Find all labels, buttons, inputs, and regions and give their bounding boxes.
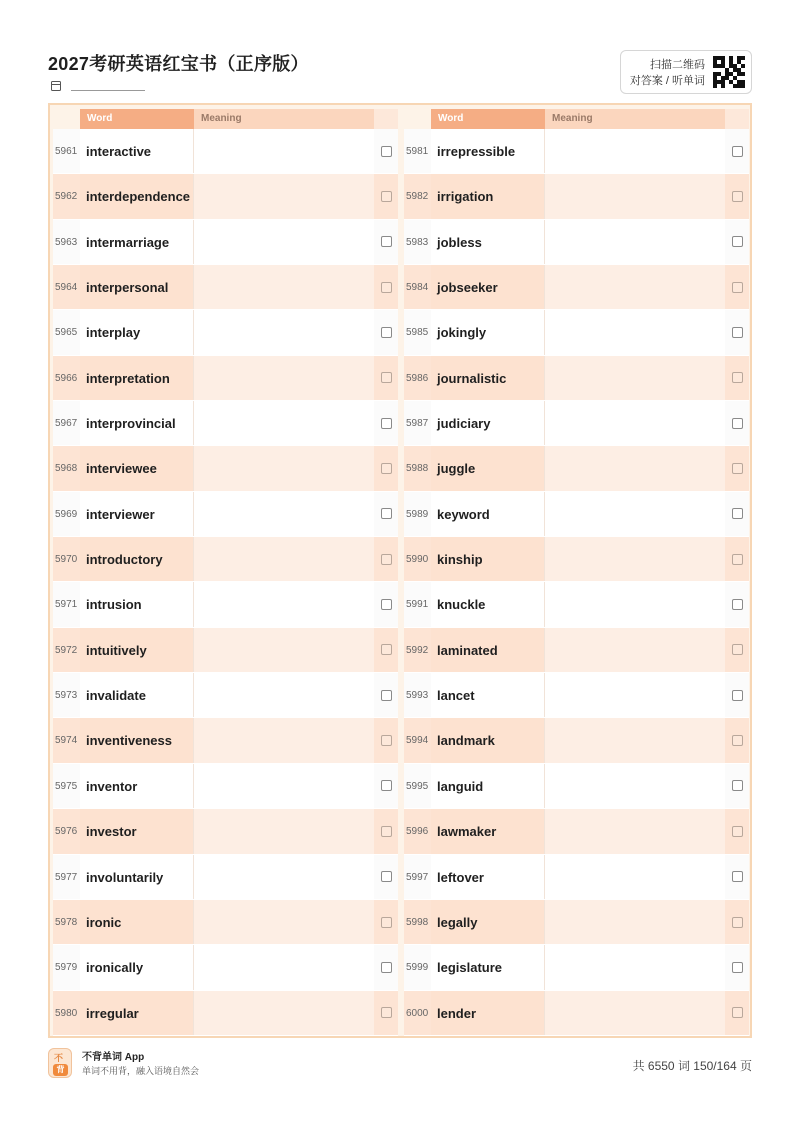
table-row [53,446,398,491]
word-text: investor [80,809,194,853]
word-text: legislature [431,945,545,989]
mastered-checkbox[interactable] [732,826,743,837]
word-text: leftover [431,855,545,899]
word-number: 5967 [53,401,80,445]
word-column-left [53,109,398,1036]
word-number: 5966 [53,356,80,400]
word-number: 5977 [53,855,80,899]
word-text: ironically [80,945,194,989]
word-number: 6000 [404,991,431,1035]
table-row [404,446,749,491]
word-number: 5972 [53,628,80,672]
word-text: interactive [80,129,194,173]
word-number: 5976 [53,809,80,853]
mastered-checkbox[interactable] [732,735,743,746]
table-row [53,310,398,355]
mastered-checkbox[interactable] [381,871,392,882]
word-text: irrepressible [431,129,545,173]
table-header [53,109,398,129]
word-number: 5965 [53,310,80,354]
mastered-checkbox[interactable] [381,327,392,338]
table-row [53,673,398,718]
check-cell [374,718,398,762]
meaning-cell[interactable] [545,582,725,626]
header-meaning: Meaning [545,109,725,129]
date-input-line[interactable] [71,82,145,91]
table-row [404,900,749,945]
word-text: introductory [80,537,194,581]
meaning-cell[interactable] [194,945,374,989]
mastered-checkbox[interactable] [732,690,743,701]
logo-char-top: 不 [54,1053,64,1063]
table-row [53,718,398,763]
word-text: irrigation [431,174,545,218]
table-row [404,401,749,446]
table-row [53,129,398,174]
check-cell [725,310,749,354]
table-row [53,764,398,809]
check-cell [725,174,749,218]
table-row [53,900,398,945]
meaning-cell[interactable] [545,356,725,400]
word-number: 5997 [404,855,431,899]
word-text: lawmaker [431,809,545,853]
table-row [404,220,749,265]
word-text: jobseeker [431,265,545,309]
word-text: languid [431,764,545,808]
app-logo [48,1048,72,1078]
table-row [404,582,749,627]
word-number: 5978 [53,900,80,944]
meaning-cell[interactable] [545,265,725,309]
meaning-cell[interactable] [194,582,374,626]
word-number: 5983 [404,220,431,264]
word-text: journalistic [431,356,545,400]
check-cell [374,582,398,626]
word-text: jokingly [431,310,545,354]
word-text: juggle [431,446,545,490]
word-text: interdependence [80,174,194,218]
check-cell [725,492,749,536]
meaning-cell[interactable] [545,673,725,717]
meaning-cell[interactable] [545,492,725,536]
check-cell [374,265,398,309]
word-number: 5968 [53,446,80,490]
table-row [53,220,398,265]
meaning-cell[interactable] [194,764,374,808]
word-number: 5982 [404,174,431,218]
check-cell [374,900,398,944]
mastered-checkbox[interactable] [381,644,392,655]
table-row [53,628,398,673]
app-slogan: 单词不用背，融入语境自然会 [82,1066,200,1076]
table-row [404,809,749,854]
check-cell [725,265,749,309]
word-text: interprovincial [80,401,194,445]
table-row [404,855,749,900]
meaning-cell[interactable] [545,991,725,1035]
mastered-checkbox[interactable] [381,463,392,474]
mastered-checkbox[interactable] [381,735,392,746]
word-text: intermarriage [80,220,194,264]
word-text: knuckle [431,582,545,626]
table-row [404,492,749,537]
check-cell [374,446,398,490]
table-row [404,174,749,219]
meaning-cell[interactable] [194,718,374,762]
meaning-cell[interactable] [545,220,725,264]
word-text: intuitively [80,628,194,672]
word-number: 5989 [404,492,431,536]
mastered-checkbox[interactable] [732,599,743,610]
meaning-cell[interactable] [194,900,374,944]
mastered-checkbox[interactable] [732,508,743,519]
meaning-cell[interactable] [545,718,725,762]
check-cell [374,174,398,218]
mastered-checkbox[interactable] [732,917,743,928]
mastered-checkbox[interactable] [732,1007,743,1018]
meaning-cell[interactable] [194,673,374,717]
word-number: 5996 [404,809,431,853]
check-cell [374,220,398,264]
check-cell [374,673,398,717]
check-cell [725,129,749,173]
mastered-checkbox[interactable] [381,554,392,565]
word-text: invalidate [80,673,194,717]
word-number: 5973 [53,673,80,717]
mastered-checkbox[interactable] [732,418,743,429]
mastered-checkbox[interactable] [381,1007,392,1018]
meaning-cell[interactable] [194,265,374,309]
mastered-checkbox[interactable] [732,463,743,474]
word-text: interpretation [80,356,194,400]
mastered-checkbox[interactable] [381,962,392,973]
check-cell [725,991,749,1035]
word-text: interpersonal [80,265,194,309]
word-text: kinship [431,537,545,581]
table-row [404,310,749,355]
vocabulary-table [48,103,752,1038]
meaning-cell[interactable] [194,310,374,354]
check-cell [725,401,749,445]
table-row [404,356,749,401]
word-column-right [404,109,749,1036]
mastered-checkbox[interactable] [732,644,743,655]
word-text: intrusion [80,582,194,626]
word-number: 5963 [53,220,80,264]
table-row [404,673,749,718]
check-cell [374,401,398,445]
table-row [53,809,398,854]
word-number: 5986 [404,356,431,400]
meaning-cell[interactable] [194,492,374,536]
check-cell [725,628,749,672]
meaning-cell[interactable] [194,356,374,400]
meaning-cell[interactable] [194,446,374,490]
table-row [404,945,749,990]
mastered-checkbox[interactable] [732,327,743,338]
check-cell [374,356,398,400]
word-text: interviewer [80,492,194,536]
mastered-checkbox[interactable] [381,191,392,202]
check-cell [725,446,749,490]
table-row [53,265,398,310]
meaning-cell[interactable] [545,945,725,989]
qr-code-icon[interactable] [713,56,745,88]
word-number: 5981 [404,129,431,173]
word-text: laminated [431,628,545,672]
word-text: irregular [80,991,194,1035]
table-row [404,265,749,310]
date-field [51,81,145,91]
qr-caption-line2: 对答案 / 听单词 [629,75,705,87]
table-row [53,537,398,582]
page-header [48,48,752,98]
word-number: 5975 [53,764,80,808]
mastered-checkbox[interactable] [381,372,392,383]
mastered-checkbox[interactable] [732,191,743,202]
word-text: inventiveness [80,718,194,762]
mastered-checkbox[interactable] [732,372,743,383]
word-number: 5991 [404,582,431,626]
table-row [404,628,749,673]
word-rows-left [53,129,398,1036]
word-text: ironic [80,900,194,944]
word-number: 5987 [404,401,431,445]
check-cell [374,855,398,899]
page-footer [48,1048,752,1080]
word-number: 5985 [404,310,431,354]
word-number: 5994 [404,718,431,762]
word-number: 5998 [404,900,431,944]
page-title: 2027考研英语红宝书（正序版） [48,54,309,74]
header-word: Word [80,109,194,129]
word-text: legally [431,900,545,944]
mastered-checkbox[interactable] [381,418,392,429]
check-cell [725,582,749,626]
qr-caption [630,57,705,89]
meaning-cell[interactable] [545,764,725,808]
meaning-cell[interactable] [545,855,725,899]
meaning-cell[interactable] [194,220,374,264]
word-number: 5988 [404,446,431,490]
word-text: jobless [431,220,545,264]
check-cell [374,492,398,536]
table-row [404,537,749,582]
table-row [53,174,398,219]
word-text: interplay [80,310,194,354]
word-number: 5970 [53,537,80,581]
word-number: 5990 [404,537,431,581]
word-rows-right [404,129,749,1036]
check-cell [725,945,749,989]
word-text: lancet [431,673,545,717]
table-row [53,582,398,627]
mastered-checkbox[interactable] [381,236,392,247]
app-name: 不背单词 App [82,1052,145,1063]
table-row [404,718,749,763]
word-text: keyword [431,492,545,536]
meaning-cell[interactable] [194,809,374,853]
header-word: Word [431,109,545,129]
table-row [404,991,749,1036]
check-cell [725,537,749,581]
word-number: 5979 [53,945,80,989]
meaning-cell[interactable] [194,991,374,1035]
meaning-cell[interactable] [545,900,725,944]
word-number: 5993 [404,673,431,717]
meaning-cell[interactable] [545,809,725,853]
meaning-cell[interactable] [545,174,725,218]
meaning-cell[interactable] [545,129,725,173]
table-row [404,129,749,174]
check-cell [725,855,749,899]
meaning-cell[interactable] [545,537,725,581]
meaning-cell[interactable] [194,537,374,581]
check-cell [374,809,398,853]
table-header [404,109,749,129]
word-number: 5995 [404,764,431,808]
mastered-checkbox[interactable] [381,826,392,837]
check-cell [374,537,398,581]
meaning-cell[interactable] [194,855,374,899]
meaning-cell[interactable] [194,129,374,173]
mastered-checkbox[interactable] [732,146,743,157]
meaning-cell[interactable] [194,401,374,445]
word-number: 5984 [404,265,431,309]
meaning-cell[interactable] [194,628,374,672]
table-row [404,764,749,809]
table-row [53,945,398,990]
check-cell [374,945,398,989]
header-meaning: Meaning [194,109,374,129]
check-cell [374,628,398,672]
word-number: 5971 [53,582,80,626]
mastered-checkbox[interactable] [381,508,392,519]
mastered-checkbox[interactable] [732,780,743,791]
word-text: involuntarily [80,855,194,899]
word-text: judiciary [431,401,545,445]
check-cell [374,129,398,173]
mastered-checkbox[interactable] [381,146,392,157]
word-number: 5992 [404,628,431,672]
qr-code-panel[interactable] [620,50,752,94]
check-cell [374,310,398,354]
meaning-cell[interactable] [545,628,725,672]
check-cell [725,673,749,717]
mastered-checkbox[interactable] [381,917,392,928]
table-row [53,991,398,1036]
table-row [53,356,398,401]
word-number: 5961 [53,129,80,173]
check-cell [725,900,749,944]
check-cell [725,356,749,400]
word-number: 5999 [404,945,431,989]
meaning-cell[interactable] [545,310,725,354]
logo-char-bottom: 背 [53,1064,68,1076]
check-cell [725,764,749,808]
meaning-cell[interactable] [194,174,374,218]
check-cell [725,809,749,853]
check-cell [725,220,749,264]
mastered-checkbox[interactable] [732,962,743,973]
word-number: 5964 [53,265,80,309]
word-text: lender [431,991,545,1035]
check-cell [374,991,398,1035]
page-info: 共 6550 词 150/164 页 [632,1059,752,1073]
mastered-checkbox[interactable] [732,554,743,565]
qr-caption-line1: 扫描二维码 [650,59,705,71]
mastered-checkbox[interactable] [381,282,392,293]
mastered-checkbox[interactable] [732,236,743,247]
word-number: 5980 [53,991,80,1035]
check-cell [725,718,749,762]
word-text: landmark [431,718,545,762]
word-number: 5974 [53,718,80,762]
check-cell [374,764,398,808]
mastered-checkbox[interactable] [381,599,392,610]
mastered-checkbox[interactable] [381,780,392,791]
mastered-checkbox[interactable] [732,871,743,882]
table-row [53,401,398,446]
mastered-checkbox[interactable] [381,690,392,701]
table-row [53,492,398,537]
calendar-icon [51,81,61,91]
word-number: 5962 [53,174,80,218]
meaning-cell[interactable] [545,446,725,490]
word-text: inventor [80,764,194,808]
mastered-checkbox[interactable] [732,282,743,293]
meaning-cell[interactable] [545,401,725,445]
table-row [53,855,398,900]
word-number: 5969 [53,492,80,536]
word-text: interviewee [80,446,194,490]
